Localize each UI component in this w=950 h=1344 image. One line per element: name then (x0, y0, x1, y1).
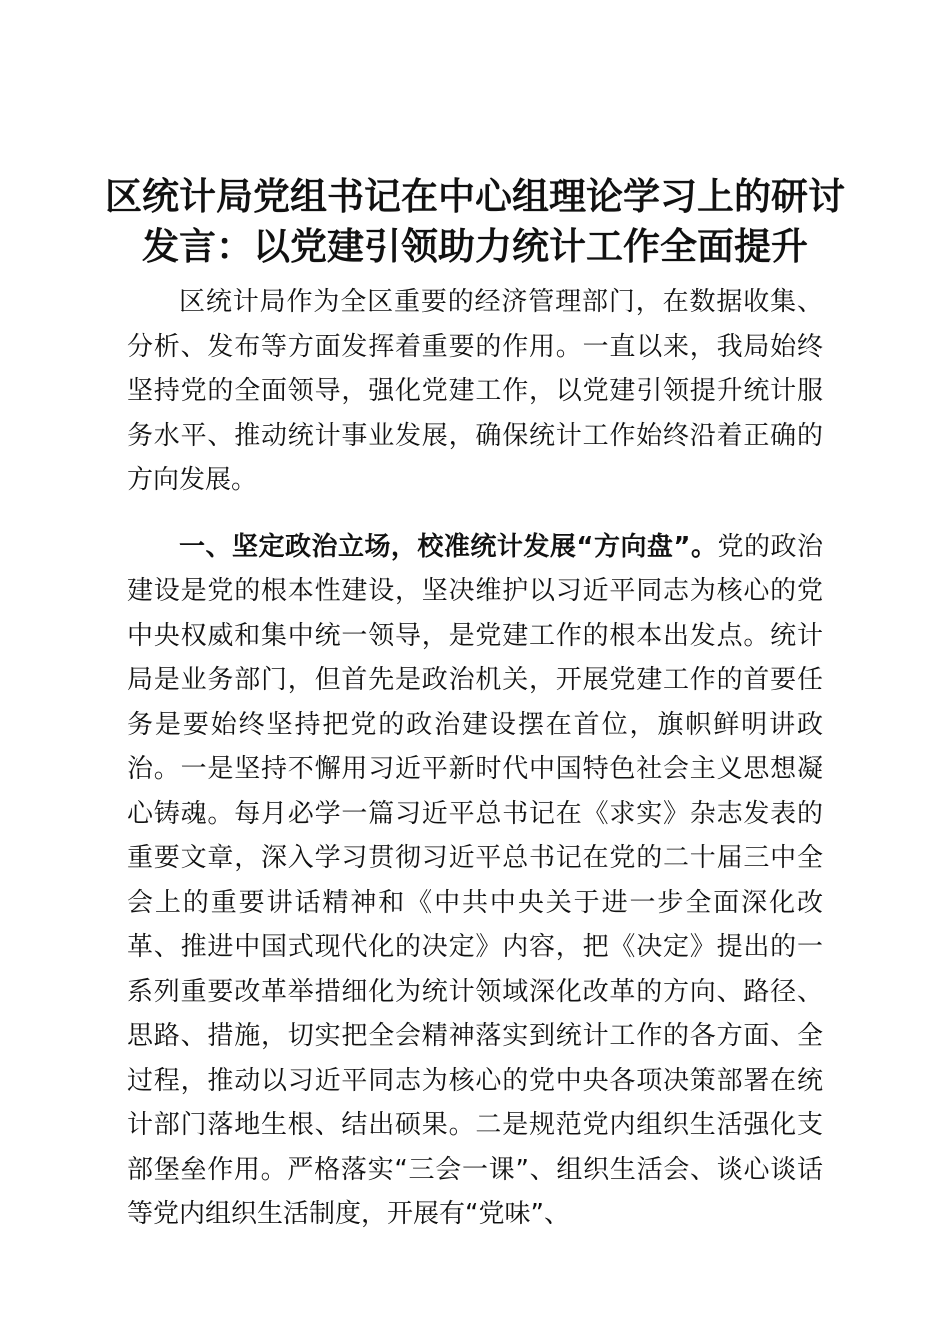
document-body (127, 280, 823, 1237)
section-one-text: 党的政治建设是党的根本性建设，坚决维护以习近平同志为核心的党中央权威和集中统一领导，是党建工作的根本出发点。统计局是业务部门，但首先是政治机关，开展党建工作的首要任务是要始终坚持把党的政治建设摆在首位，旗帜鲜明讲政治。一是坚持不懈用习近平新时代中国特色社会主义思想凝心铸魂。每月必学一篇习近平总书记在《求实》杂志发表的重要文章，深入学习贯彻习近平总书记在党的二十届三中全会上的重要讲话精神和《中共中央关于进一步全面深化改革、推进中国式现代化的决定》内容，把《决定》提出的一系列重要改革举措细化为统计领域深化改革的方向、路径、思路、措施，切实把全会精神落实到统计工作的各方面、全过程，推动以习近平同志为核心的党中央各项决策部署在统计部门落地生根、结出硕果。二是规范党内组织生活强化支部堡垒作用。严格落实“三会一课”、组织生活会、谈心谈话等党内组织生活制度，开展有“党味”、 (127, 531, 823, 1229)
document-title: 区统计局党组书记在中心组理论学习上的研讨发言：以党建引领助力统计工作全面提升 (105, 175, 845, 268)
section-one-heading: 一、坚定政治立场，校准统计发展“方向盘”。 (179, 531, 718, 562)
paragraph-intro (127, 280, 823, 503)
paragraph-section-one (127, 525, 823, 1237)
paragraph-intro-text: 区统计局作为全区重要的经济管理部门，在数据收集、分析、发布等方面发挥着重要的作用。一直以来，我局始终坚持党的全面领导，强化党建工作，以党建引领提升统计服务水平、推动统计事业发展，确保统计工作始终沿着正确的方向发展。 (127, 287, 823, 495)
